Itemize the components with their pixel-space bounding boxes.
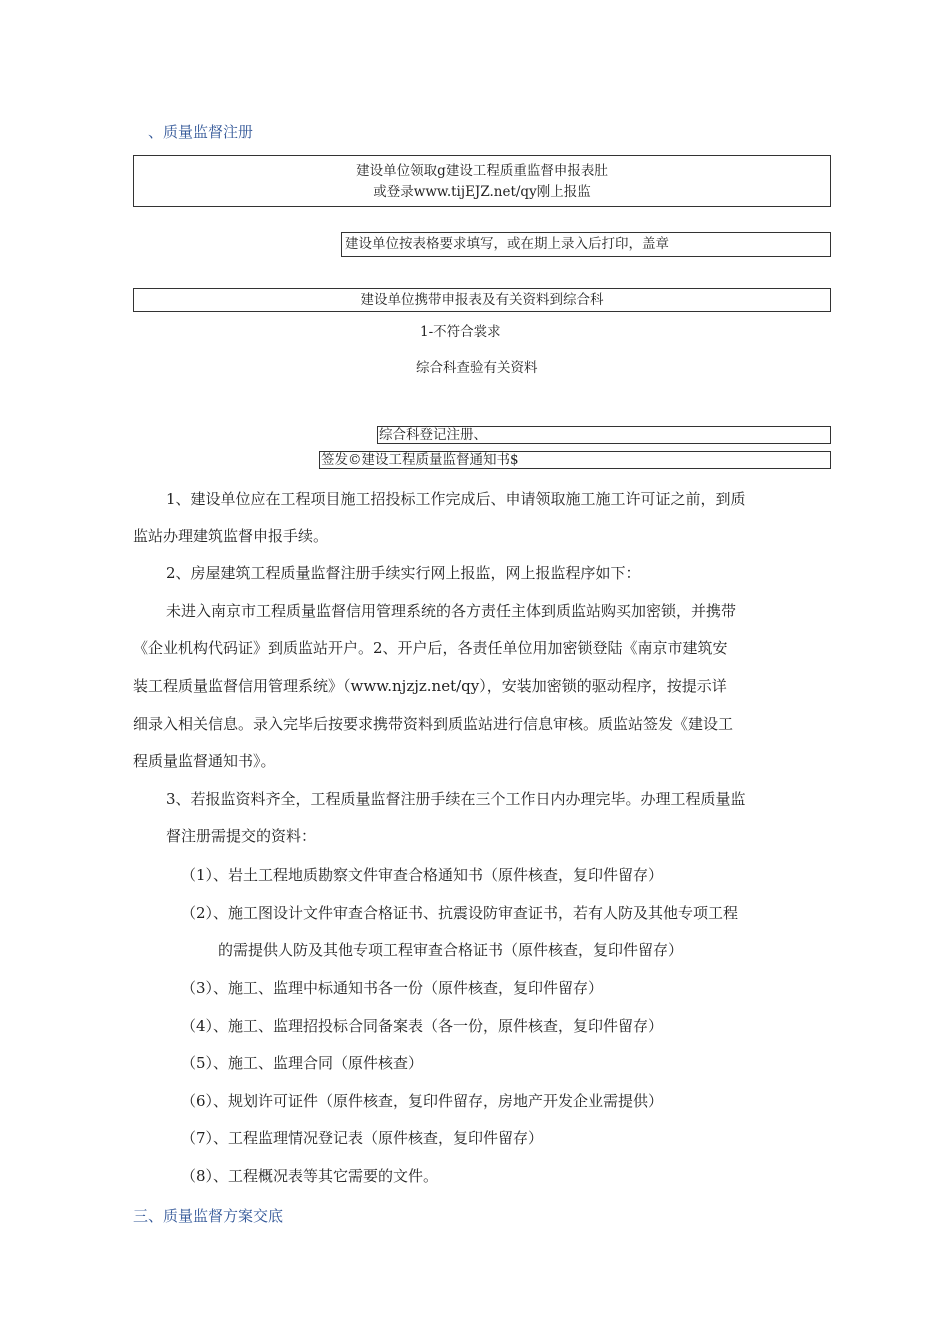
list-item-material-5: （5）、施工、监理合同（原件核查） — [181, 1054, 424, 1072]
flow-box-issue-notice: 签发©建设工程质量监督通知书$ — [319, 451, 831, 469]
list-item-material-4: （4）、施工、监理招投标合同备案表（各一份，原件核查，复印件留存） — [181, 1017, 664, 1035]
flow-box-obtain-form-line2: 或登录www.tijEJZ.net/qy刚上报监 — [373, 184, 591, 200]
paragraph-4-line-1: 3、若报监资料齐全，工程质量监督注册手续在三个工作日内办理完毕。办理工程质量监 — [166, 790, 746, 808]
paragraph-3-line-3: 装工程质量监督信用管理系统》（www.njzjz.net/qy），安装加密锁的驱动程序，按提示详 — [133, 677, 727, 695]
flow-note-verify-materials: 综合科查验有关资料 — [416, 360, 538, 376]
flow-box-obtain-form-line1: 建设单位领取g建设工程质重监督申报表肚 — [356, 163, 608, 179]
section-heading-quality-registration: 、质量监督注册 — [148, 123, 254, 141]
list-item-material-8: （8）、工程概况表等其它需要的文件。 — [181, 1167, 439, 1185]
paragraph-3-line-5: 程质量监督通知书》。 — [133, 752, 276, 770]
list-item-material-3: （3）、施工、监理中标通知书各一份（原件核查，复印件留存） — [181, 979, 604, 997]
list-item-material-6: （6）、规划许可证件（原件核查，复印件留存，房地产开发企业需提供） — [181, 1092, 664, 1110]
flow-box-register: 综合科登记注册、 — [377, 426, 831, 444]
section-heading-supervision-plan: 三、质量监督方案交底 — [133, 1207, 284, 1225]
paragraph-3-line-1: 未进入南京市工程质量监督信用管理系统的各方责任主体到质监站购买加密锁，并携带 — [166, 602, 737, 620]
paragraph-3-line-2: 《企业机构代码证》到质监站开户。2、开户后，各责任单位用加密锁登陆《南京市建筑安 — [133, 639, 728, 657]
paragraph-1-line-1: 1、建设单位应在工程项目施工招投标工作完成后、申请领取施工施工许可证之前，到质 — [166, 490, 746, 508]
paragraph-1-line-2: 监站办理建筑监督申报手续。 — [133, 527, 329, 545]
flow-note-nonconforming: 1-不符合裳求 — [420, 324, 501, 340]
paragraph-2: 2、房屋建筑工程质量监督注册手续实行网上报监，网上报监程序如下： — [166, 564, 641, 582]
flow-box-obtain-form — [133, 155, 831, 207]
list-item-material-2-line-1: （2）、施工图设计文件审查合格证书、抗震设防审查证书，若有人防及其他专项工程 — [181, 904, 739, 922]
flow-box-fill-form: 建设单位按表格要求填写，或在期上录入后打印，盖章 — [341, 232, 831, 257]
list-item-material-1: （1）、岩土工程地质勘察文件审查合格通知书（原件核查，复印件留存） — [181, 866, 664, 884]
list-item-material-2-line-2: 的需提供人防及其他专项工程审查合格证书（原件核查，复印件留存） — [218, 941, 684, 959]
paragraph-4-line-2: 督注册需提交的资料： — [166, 827, 317, 845]
paragraph-3-line-4: 细录入相关信息。录入完毕后按要求携带资料到质监站进行信息审核。质监站签发《建设工 — [133, 715, 734, 733]
list-item-material-7: （7）、工程监理情况登记表（原件核查，复印件留存） — [181, 1129, 544, 1147]
flow-box-submit-materials: 建设单位携带申报表及有关资料到综合科 — [133, 288, 831, 312]
